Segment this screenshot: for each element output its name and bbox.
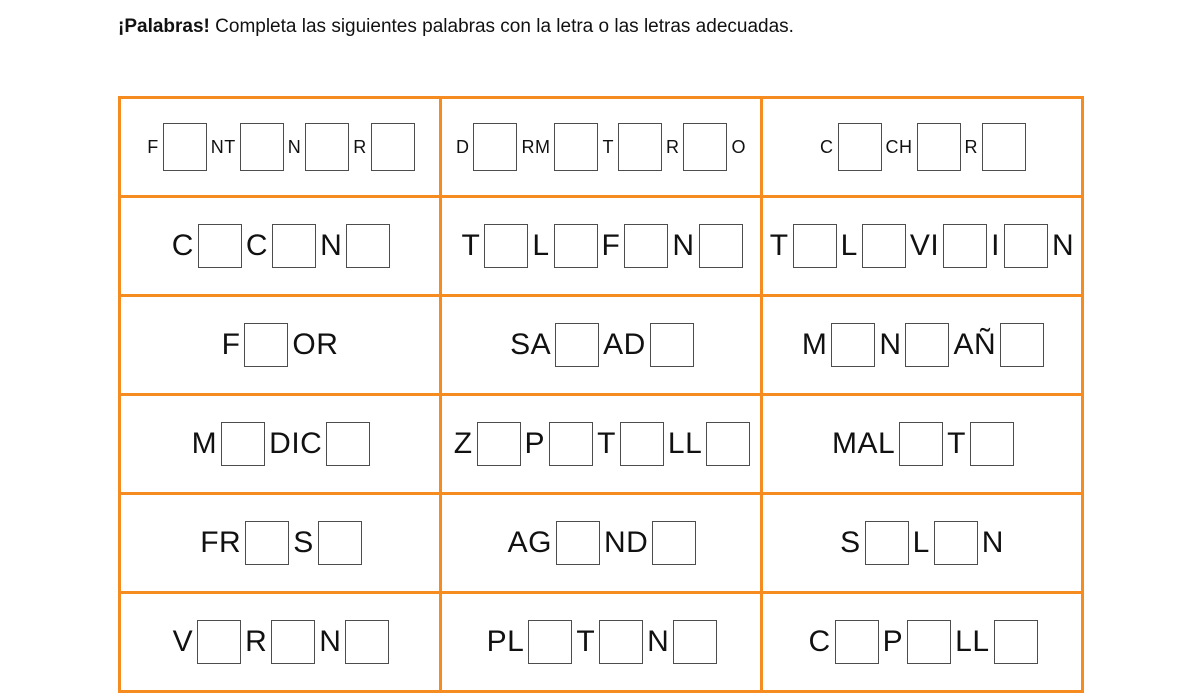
word-segment: S — [293, 526, 314, 559]
letter-blank-box[interactable] — [994, 620, 1038, 664]
grid-cell — [442, 594, 763, 693]
words-grid — [118, 96, 1084, 693]
word-segment: C — [245, 229, 269, 262]
word-segment: D — [455, 137, 470, 157]
word-segment: V — [172, 625, 194, 658]
word-medicina — [189, 422, 372, 466]
grid-cell — [442, 495, 763, 594]
word-segment: M — [801, 328, 828, 361]
grid-cell — [763, 495, 1084, 594]
grid-cell — [121, 198, 442, 297]
word-segment: L — [912, 526, 930, 559]
grid-cell — [763, 99, 1084, 198]
word-segment: P — [882, 625, 904, 658]
letter-blank-box[interactable] — [907, 620, 951, 664]
letter-blank-box[interactable] — [652, 521, 696, 565]
letter-blank-box[interactable] — [272, 224, 316, 268]
grid-cell — [121, 99, 442, 198]
grid-cell — [121, 495, 442, 594]
letter-blank-box[interactable] — [345, 620, 389, 664]
word-segment: VI — [909, 229, 940, 262]
letter-blank-box[interactable] — [599, 620, 643, 664]
grid-row — [121, 594, 1084, 693]
word-segment: S — [840, 526, 861, 559]
letter-blank-box[interactable] — [318, 521, 362, 565]
letter-blank-box[interactable] — [650, 323, 694, 367]
word-segment: N — [981, 526, 1004, 559]
word-montania — [799, 323, 1045, 367]
letter-blank-box[interactable] — [528, 620, 572, 664]
grid-row — [121, 396, 1084, 495]
word-cuchara — [817, 123, 1027, 171]
grid-row — [121, 297, 1084, 396]
word-dormitorio — [453, 123, 749, 171]
letter-blank-box[interactable] — [346, 224, 390, 268]
word-segment: I — [991, 229, 1001, 262]
word-segment: C — [171, 229, 194, 262]
word-segment: L — [840, 229, 858, 262]
letter-blank-box[interactable] — [624, 224, 668, 268]
word-zapatilla — [451, 422, 752, 466]
word-segment: O — [731, 137, 746, 157]
letter-blank-box[interactable] — [371, 123, 415, 171]
word-fuente-ntenor — [144, 123, 416, 171]
letter-blank-box[interactable] — [618, 123, 662, 171]
word-salvado — [507, 323, 695, 367]
word-segment: N — [879, 328, 902, 361]
word-segment: N — [672, 229, 695, 262]
letter-blank-box[interactable] — [473, 123, 517, 171]
grid-cell — [442, 99, 763, 198]
word-segment: R — [353, 137, 367, 157]
letter-blank-box[interactable] — [982, 123, 1026, 171]
letter-blank-box[interactable] — [221, 422, 265, 466]
letter-blank-box[interactable] — [198, 224, 242, 268]
word-segment: F — [147, 137, 159, 157]
word-agenda — [505, 521, 698, 565]
letter-blank-box[interactable] — [838, 123, 882, 171]
letter-blank-box[interactable] — [549, 422, 593, 466]
grid-cell — [763, 198, 1084, 297]
word-segment: C — [820, 137, 834, 157]
grid-cell — [763, 396, 1084, 495]
grid-cell — [121, 594, 442, 693]
word-segment: FR — [200, 526, 242, 559]
letter-blank-box[interactable] — [917, 123, 961, 171]
word-segment: NT — [210, 137, 236, 157]
instructions-text: Completa las siguientes palabras con la letra o las letras adecuadas. — [209, 16, 794, 37]
word-segment: CH — [885, 137, 913, 157]
word-segment: Z — [453, 427, 473, 460]
grid-cell — [763, 594, 1084, 693]
letter-blank-box[interactable] — [240, 123, 284, 171]
word-segment: T — [769, 229, 789, 262]
grid-cell — [121, 396, 442, 495]
word-segment: N — [647, 625, 670, 658]
letter-blank-box[interactable] — [934, 521, 978, 565]
letter-blank-box[interactable] — [305, 123, 349, 171]
instructions-lead: ¡Palabras! — [118, 16, 210, 37]
letter-blank-box[interactable] — [1000, 323, 1044, 367]
letter-blank-box[interactable] — [835, 620, 879, 664]
word-segment: C — [808, 625, 831, 658]
instructions — [118, 14, 794, 40]
word-segment: SA — [510, 328, 552, 361]
word-segment: N — [319, 625, 342, 658]
letter-blank-box[interactable] — [831, 323, 875, 367]
letter-blank-box[interactable] — [905, 323, 949, 367]
word-capilla — [805, 620, 1038, 664]
word-cocina — [169, 224, 392, 268]
letter-blank-box[interactable] — [163, 123, 207, 171]
letter-blank-box[interactable] — [554, 123, 598, 171]
word-segment: ND — [604, 526, 649, 559]
word-platano — [484, 620, 719, 664]
word-verano — [170, 620, 391, 664]
letter-blank-box[interactable] — [673, 620, 717, 664]
word-segment: LL — [955, 625, 990, 658]
letter-blank-box[interactable] — [477, 422, 521, 466]
word-segment: AÑ — [953, 328, 997, 361]
word-fresas — [197, 521, 363, 565]
word-salon — [837, 521, 1007, 565]
letter-blank-box[interactable] — [554, 224, 598, 268]
word-segment: PL — [486, 625, 525, 658]
letter-blank-box[interactable] — [970, 422, 1014, 466]
letter-blank-box[interactable] — [556, 521, 600, 565]
letter-blank-box[interactable] — [943, 224, 987, 268]
letter-blank-box[interactable] — [862, 224, 906, 268]
word-segment: N — [287, 137, 302, 157]
grid-row — [121, 198, 1084, 297]
letter-blank-box[interactable] — [555, 323, 599, 367]
word-segment: RM — [521, 137, 551, 157]
word-segment: LL — [667, 427, 703, 460]
word-flor — [219, 323, 342, 367]
word-segment: N — [320, 229, 343, 262]
letter-blank-box[interactable] — [793, 224, 837, 268]
word-segment: T — [461, 229, 481, 262]
word-segment: R — [665, 137, 680, 157]
grid-cell — [442, 297, 763, 396]
word-segment: R — [964, 137, 978, 157]
letter-blank-box[interactable] — [271, 620, 315, 664]
word-segment: MAL — [831, 427, 896, 460]
word-segment: DIC — [269, 427, 323, 460]
word-segment: M — [191, 427, 218, 460]
word-segment: P — [524, 427, 546, 460]
word-segment: T — [947, 427, 966, 460]
letter-blank-box[interactable] — [326, 422, 370, 466]
word-segment: T — [576, 625, 596, 658]
grid-cell — [442, 198, 763, 297]
word-maleta — [829, 422, 1015, 466]
word-segment: F — [601, 229, 621, 262]
word-segment: T — [602, 137, 614, 157]
word-segment: AD — [603, 328, 646, 361]
word-segment: AG — [507, 526, 552, 559]
word-segment: OR — [292, 328, 339, 361]
word-segment: L — [532, 229, 550, 262]
word-segment: T — [597, 427, 616, 460]
grid-row — [121, 99, 1084, 198]
letter-blank-box[interactable] — [683, 123, 727, 171]
grid-cell — [121, 297, 442, 396]
letter-blank-box[interactable] — [1004, 224, 1048, 268]
word-segment: F — [221, 328, 241, 361]
letter-blank-box[interactable] — [706, 422, 750, 466]
grid-row — [121, 495, 1084, 594]
letter-blank-box[interactable] — [865, 521, 909, 565]
letter-blank-box[interactable] — [699, 224, 743, 268]
letter-blank-box[interactable] — [244, 323, 288, 367]
letter-blank-box[interactable] — [484, 224, 528, 268]
word-segment: N — [1052, 229, 1075, 262]
word-television — [767, 224, 1077, 268]
letter-blank-box[interactable] — [620, 422, 664, 466]
word-telefono — [458, 224, 743, 268]
word-segment: R — [245, 625, 268, 658]
letter-blank-box[interactable] — [197, 620, 241, 664]
grid-cell — [763, 297, 1084, 396]
grid-cell — [442, 396, 763, 495]
letter-blank-box[interactable] — [245, 521, 289, 565]
letter-blank-box[interactable] — [899, 422, 943, 466]
